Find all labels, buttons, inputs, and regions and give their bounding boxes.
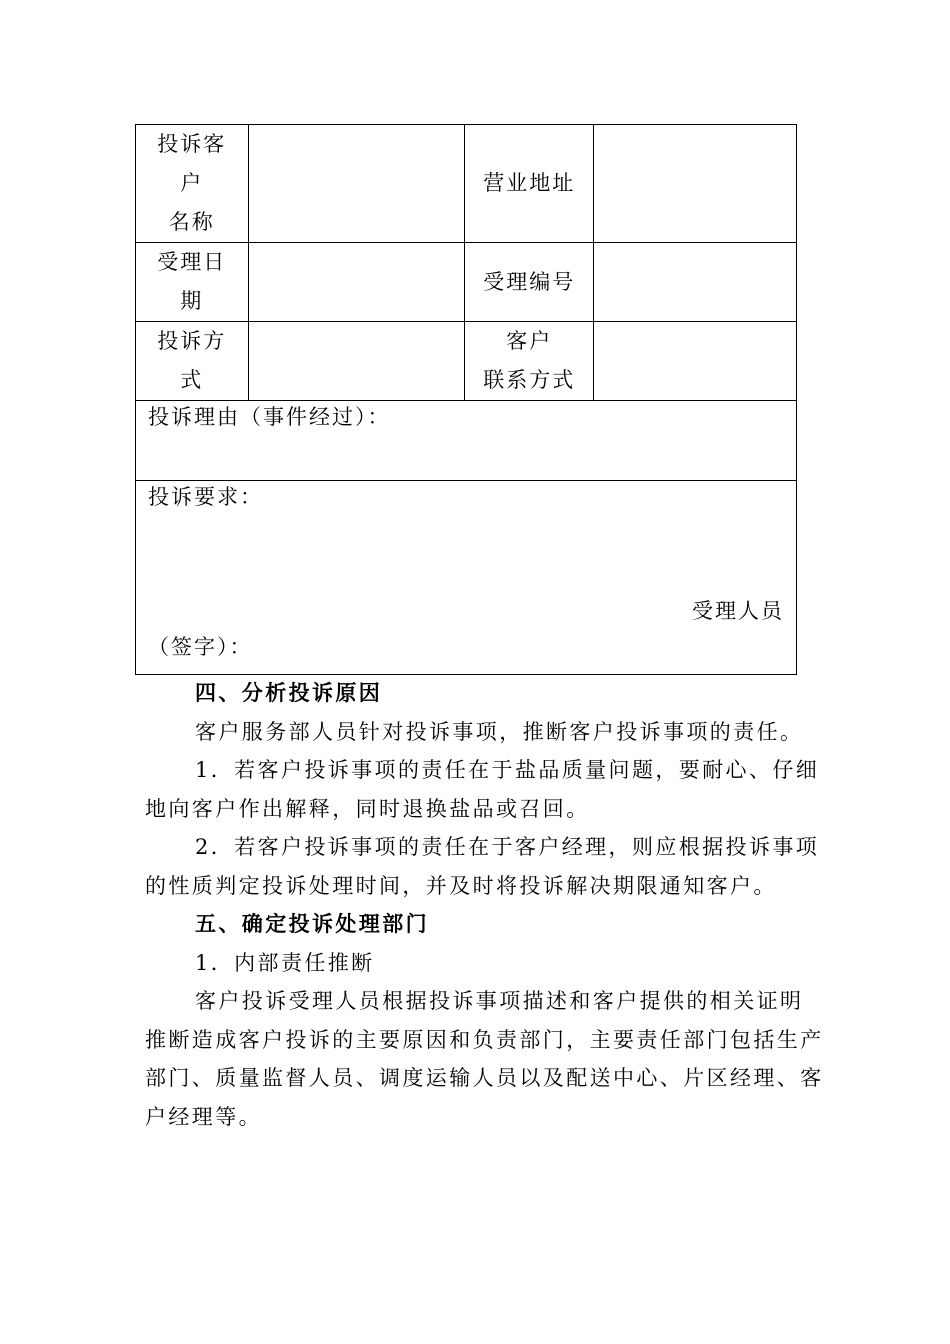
section-4-item-1: 1．若客户投诉事项的责任在于盐品质量问题，要耐心、仔细地向客户作出解释，同时退换盐品或召回。 (145, 758, 820, 821)
customer-name-label: 投诉客 户 名称 (136, 125, 249, 243)
business-address-label: 营业地址 (465, 125, 594, 243)
accept-number-field[interactable] (594, 243, 797, 322)
section-4-heading: 四、分析投诉原因 (195, 681, 383, 705)
section-5-item-1: 1．内部责任推断 (195, 950, 375, 975)
complaint-request-label: 投诉要求： (148, 485, 263, 509)
accept-number-label: 受理编号 (465, 243, 594, 322)
complaint-request-row (136, 481, 797, 675)
complaint-reason-field[interactable] (136, 401, 797, 481)
complaint-reason-label: 投诉理由（事件经过）： (148, 405, 391, 429)
customer-name-field[interactable] (248, 125, 465, 243)
complaint-method-field[interactable] (248, 322, 465, 401)
customer-contact-label: 客户 联系方式 (465, 322, 594, 401)
complaint-method-label: 投诉方 式 (136, 322, 249, 401)
complaint-reason-row (136, 401, 797, 481)
business-address-field[interactable] (594, 125, 797, 243)
customer-name-row (136, 125, 797, 243)
section-5-heading: 五、确定投诉处理部门 (195, 912, 429, 936)
accept-date-row (136, 243, 797, 322)
accept-date-field[interactable] (248, 243, 465, 322)
document-body (145, 674, 825, 1136)
section-5-paragraph: 客户投诉受理人员根据投诉事项描述和客户提供的相关证明推断造成客户投诉的主要原因和负责部门，主要责任部门包括生产部门、质量监督人员、调度运输人员以及配送中心、片区经理、客户经理等。 (145, 989, 824, 1129)
section-4-item-2: 2．若客户投诉事项的责任在于客户经理，则应根据投诉事项的性质判定投诉处理时间，并及时将投诉解决期限通知客户。 (145, 835, 820, 898)
accept-date-label: 受理日 期 (136, 243, 249, 322)
section-4-intro: 客户服务部人员针对投诉事项，推断客户投诉事项的责任。 (195, 719, 804, 744)
complaint-form-table (135, 124, 797, 675)
signer-label: 受理人员 (692, 599, 784, 623)
signature-label: （签字）： (148, 635, 253, 659)
complaint-method-row (136, 322, 797, 401)
customer-contact-field[interactable] (594, 322, 797, 401)
complaint-request-field[interactable] (136, 481, 797, 675)
